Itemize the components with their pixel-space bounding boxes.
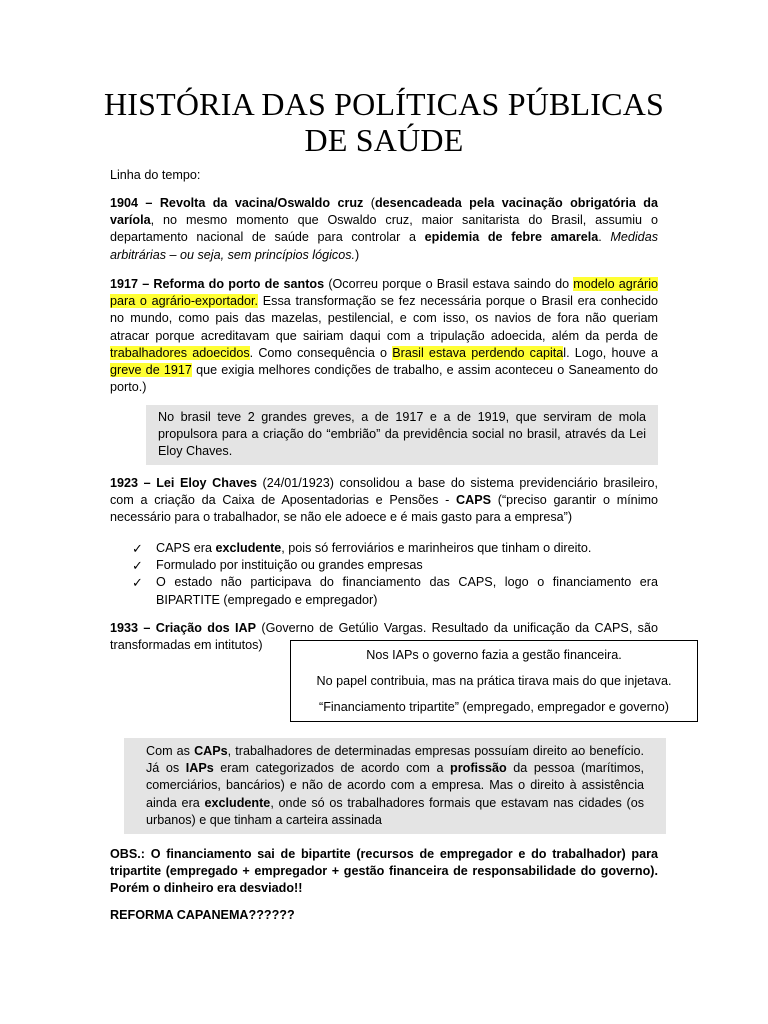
check-icon: ✓	[132, 575, 143, 591]
check-icon: ✓	[132, 541, 143, 556]
page-title: HISTÓRIA DAS POLÍTICAS PÚBLICAS DE SAÚDE	[103, 86, 665, 158]
highlight-text: Brasil estava perdendo capita	[392, 345, 564, 360]
highlight-text: greve de 1917	[110, 363, 192, 378]
paragraph-1933: 1933 – Criação dos IAP (Governo de Getúlio Vargas. Resultado da unificação da CAPS, são transformadas em intitutos)	[110, 621, 658, 653]
list-item: ✓ O estado não participava do financiamento das CAPS, logo o financiamento era BIPARTITE (empregado e empregador)	[132, 575, 658, 607]
heading-1933: 1933 – Criação dos IAP	[110, 621, 257, 635]
list-item: ✓ Formulado por instituição ou grandes empresas	[132, 558, 423, 574]
heading-1923: 1923 – Lei Eloy Chaves	[110, 476, 257, 490]
caps-checklist	[132, 540, 658, 609]
iap-info-box: Nos IAPs o governo fazia a gestão financeira. No papel contribuia, mas na prática tirava mais do que injetava. “Financiamento tripartite” (empregado, empregador e governo)	[290, 640, 698, 722]
list-item: ✓ CAPS era excludente, pois só ferroviários e marinheiros que tinham o direito.	[132, 541, 592, 556]
caps-vs-iaps-box: Com as CAPs, trabalhadores de determinadas empresas possuíam direito ao benefício. Já os IAPs eram categorizados de acordo com a profissão da pessoa (marítimos, comerciários, bancários) e não de acordo com a empresa. Mas o direito à assistência ainda era excludente, onde só os trabalhadores formais que estavam nas cidades (os urbanos) e que tinham a carteira assinada	[124, 738, 666, 834]
heading-1917: 1917 – Reforma do porto de santos	[110, 277, 325, 291]
paragraph-1923: 1923 – Lei Eloy Chaves (24/01/1923) consolidou a base do sistema previdenciário brasileiro, com a criação da Caixa de Aposentadorias e Pensões - CAPS (“preciso garantir o mínimo necessário para o trabalhador, se não ele adoece e é mais gasto para a empresa”)	[110, 476, 658, 525]
note-greves-box: No brasil teve 2 grandes greves, a de 1917 e a de 1919, que serviram de mola propulsora para a criação do “embrião” da previdência social no brasil, através da Lei Eloy Chaves.	[146, 405, 658, 465]
paragraph-1917: 1917 – Reforma do porto de santos (Ocorreu porque o Brasil estava saindo do modelo agrário para o agrário-exportador. Essa transformação se fez necessária porque o Brasil era conhecido no mundo, como pais das mazelas, pestilencial, e com isso, os navios de fora não queriam atracar porque acreditavam que sairiam daqui com a tripulação adoecida, além da perda de trabalhadores adoecidos. Como consequência o Brasil estava perdendo capital. Logo, houve a greve de 1917 que exigia melhores condições de trabalho, e assim aconteceu o Saneamento do porto.)	[110, 277, 658, 395]
timeline-label: Linha do tempo:	[110, 168, 201, 182]
paragraph-1904: 1904 – Revolta da vacina/Oswaldo cruz (desencadeada pela vacinação obrigatória da varíola, no mesmo momento que Oswaldo cruz, maior sanitarista do Brasil, assumiu o departamento nacional de saúde para controlar a epidemia de febre amarela. Medidas arbitrárias – ou seja, sem princípios lógicos.)	[110, 196, 658, 262]
heading-1904: 1904 – Revolta da vacina/Oswaldo cruz	[110, 196, 364, 210]
highlight-text: trabalhadores adoecidos	[110, 345, 250, 360]
reforma-capanema: REFORMA CAPANEMA??????	[110, 908, 295, 922]
highlight-text: modelo agrário para o agrário-exportador.	[110, 277, 658, 309]
obs-paragraph: OBS.: O financiamento sai de bipartite (recursos de empregador e do trabalhador) para tripartite (empregado + empregador + gestão financeira de responsabilidade do governo). Porém o dinheiro era desviado!!	[110, 847, 658, 896]
check-icon: ✓	[132, 558, 143, 574]
